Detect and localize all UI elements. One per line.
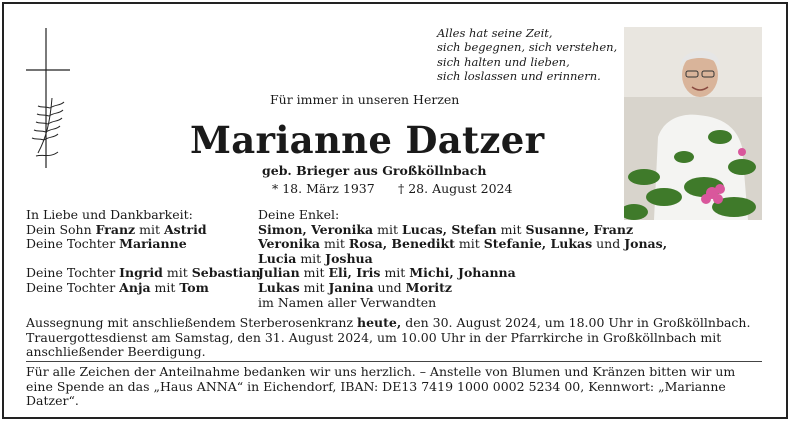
funeral-details: Aussegnung mit anschließendem Sterberosenkranz heute, den 30. August 2024, um 18.00 Uhr in Großköllnbach. Trauergottesdienst am Samstag, den 31. August 2024, um 10.00 Uhr in der Pfarrkirche in Großköllnbach mit anschließender Beerdigung.: [26, 315, 751, 360]
cross-icon: [26, 28, 74, 168]
death-date: † 28. August 2024: [398, 181, 513, 196]
intro-text: Für immer in unseren Herzen: [270, 92, 460, 107]
family-line: Julian mit Eli, Iris mit Michi, Johanna: [258, 265, 516, 281]
portrait-photo: [624, 27, 762, 220]
family-line: In Liebe und Dankbarkeit:: [26, 207, 193, 222]
family-line: Lukas mit Janina und Moritz: [258, 279, 453, 295]
family-line: [26, 252, 260, 267]
poem-line: sich loslassen und erinnern.: [437, 68, 601, 83]
family-line: Deine Tochter Marianne: [26, 236, 187, 252]
family-line: Simon, Veronika mit Lucas, Stefan mit Susanne, Franz: [258, 221, 634, 237]
family-line: Veronika mit Rosa, Benedikt mit Stefanie, Lukas und Jonas,: [258, 236, 668, 252]
wheat-ear-icon: [32, 98, 64, 156]
birth-date: * 18. März 1937: [272, 181, 375, 196]
family-line: im Namen aller Verwandten: [258, 294, 437, 310]
poem-line: Alles hat seine Zeit,: [437, 26, 553, 40]
birth-name: geb. Brieger aus Großköllnbach: [262, 163, 487, 178]
family-line: Deine Enkel:: [258, 207, 340, 222]
family-list-left: [26, 208, 260, 296]
poem-line: sich begegnen, sich verstehen,: [437, 40, 618, 55]
family-line: Lucia mit Joshua: [258, 250, 373, 266]
family-line: Deine Tochter Ingrid mit Sebastian: [26, 265, 261, 281]
family-list-right: [258, 208, 667, 310]
family-line: Dein Sohn Franz mit Astrid: [26, 221, 207, 237]
poem: [437, 26, 617, 83]
deceased-name: Marianne Datzer: [190, 118, 545, 162]
poem-line: sich halten und lieben,: [437, 54, 570, 69]
family-line: Deine Tochter Anja mit Tom: [26, 279, 209, 295]
divider: [26, 361, 762, 362]
donation-notice: Für alle Zeichen der Anteilnahme bedanken wir uns herzlich. – Anstelle von Blumen und Kränzen bitten wir um eine Spende an das „Haus ANNA“ in Eichendorf, IBAN: DE13 7419 1000 0002 5234 00, Kennwort: „Marianne Datzer“.: [26, 364, 736, 409]
